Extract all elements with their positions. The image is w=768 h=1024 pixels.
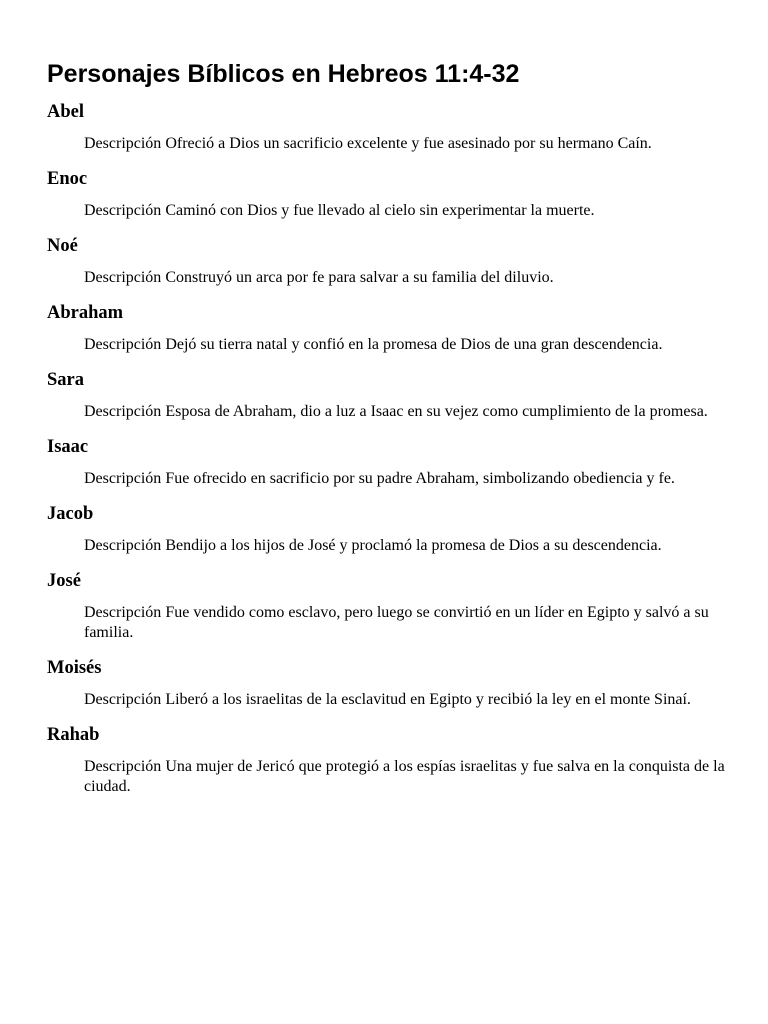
description-label: Descripción: [84, 135, 162, 152]
entry-name: Noé: [47, 236, 78, 256]
description-text: Dejó su tierra natal y confió en la promesa de Dios de una gran descendencia.: [165, 336, 663, 353]
entry-description: [84, 536, 727, 556]
entry-name: Moisés: [47, 658, 102, 678]
description-text: Fue ofrecido en sacrificio por su padre Abraham, simbolizando obediencia y fe.: [165, 470, 675, 487]
entry-description: [84, 134, 727, 154]
description-label: Descripción: [84, 470, 162, 487]
description-label: Descripción: [84, 537, 162, 554]
entry-description: [84, 757, 727, 797]
entry-moises: [47, 657, 727, 710]
description-label: Descripción: [84, 269, 162, 286]
entry-noe: [47, 235, 727, 288]
description-text: Construyó un arca por fe para salvar a su familia del diluvio.: [165, 269, 554, 286]
entry-name: Abel: [47, 102, 84, 122]
description-text: Liberó a los israelitas de la esclavitud en Egipto y recibió la ley en el monte Sinaí.: [165, 691, 691, 708]
description-label: Descripción: [84, 336, 162, 353]
entry-jacob: [47, 503, 727, 556]
description-text: Una mujer de Jericó que protegió a los espías israelitas y fue salva en la conquista de la ciudad.: [84, 758, 725, 795]
entry-name: Isaac: [47, 437, 89, 457]
description-text: Esposa de Abraham, dio a luz a Isaac en su vejez como cumplimiento de la promesa.: [165, 403, 708, 420]
description-text: Fue vendido como esclavo, pero luego se convirtió en un líder en Egipto y salvó a su familia.: [84, 604, 709, 641]
entry-description: [84, 335, 727, 355]
description-text: Caminó con Dios y fue llevado al cielo sin experimentar la muerte.: [165, 202, 595, 219]
description-text: Ofreció a Dios un sacrificio excelente y fue asesinado por su hermano Caín.: [165, 135, 652, 152]
entry-name: Jacob: [47, 504, 94, 524]
entry-enoc: [47, 168, 727, 221]
entry-name: José: [47, 571, 81, 591]
description-label: Descripción: [84, 202, 162, 219]
entry-description: [84, 469, 727, 489]
entry-abraham: [47, 302, 727, 355]
entry-name: Enoc: [47, 169, 88, 189]
entry-rahab: [47, 724, 727, 797]
entry-description: [84, 603, 727, 643]
entry-description: [84, 268, 727, 288]
entry-description: [84, 690, 727, 710]
entry-name: Abraham: [47, 303, 124, 323]
description-label: Descripción: [84, 403, 162, 420]
description-text: Bendijo a los hijos de José y proclamó la promesa de Dios a su descendencia.: [165, 537, 662, 554]
entry-sara: [47, 369, 727, 422]
document-page: [47, 56, 727, 811]
description-label: Descripción: [84, 691, 162, 708]
entry-description: [84, 201, 727, 221]
entry-name: Rahab: [47, 725, 100, 745]
entry-description: [84, 402, 727, 422]
entry-isaac: [47, 436, 727, 489]
page-title: Personajes Bíblicos en Hebreos 11:4-32: [47, 60, 520, 88]
description-label: Descripción: [84, 604, 162, 621]
entry-jose: [47, 570, 727, 643]
entry-name: Sara: [47, 370, 84, 390]
entry-abel: [47, 101, 727, 154]
description-label: Descripción: [84, 758, 162, 775]
